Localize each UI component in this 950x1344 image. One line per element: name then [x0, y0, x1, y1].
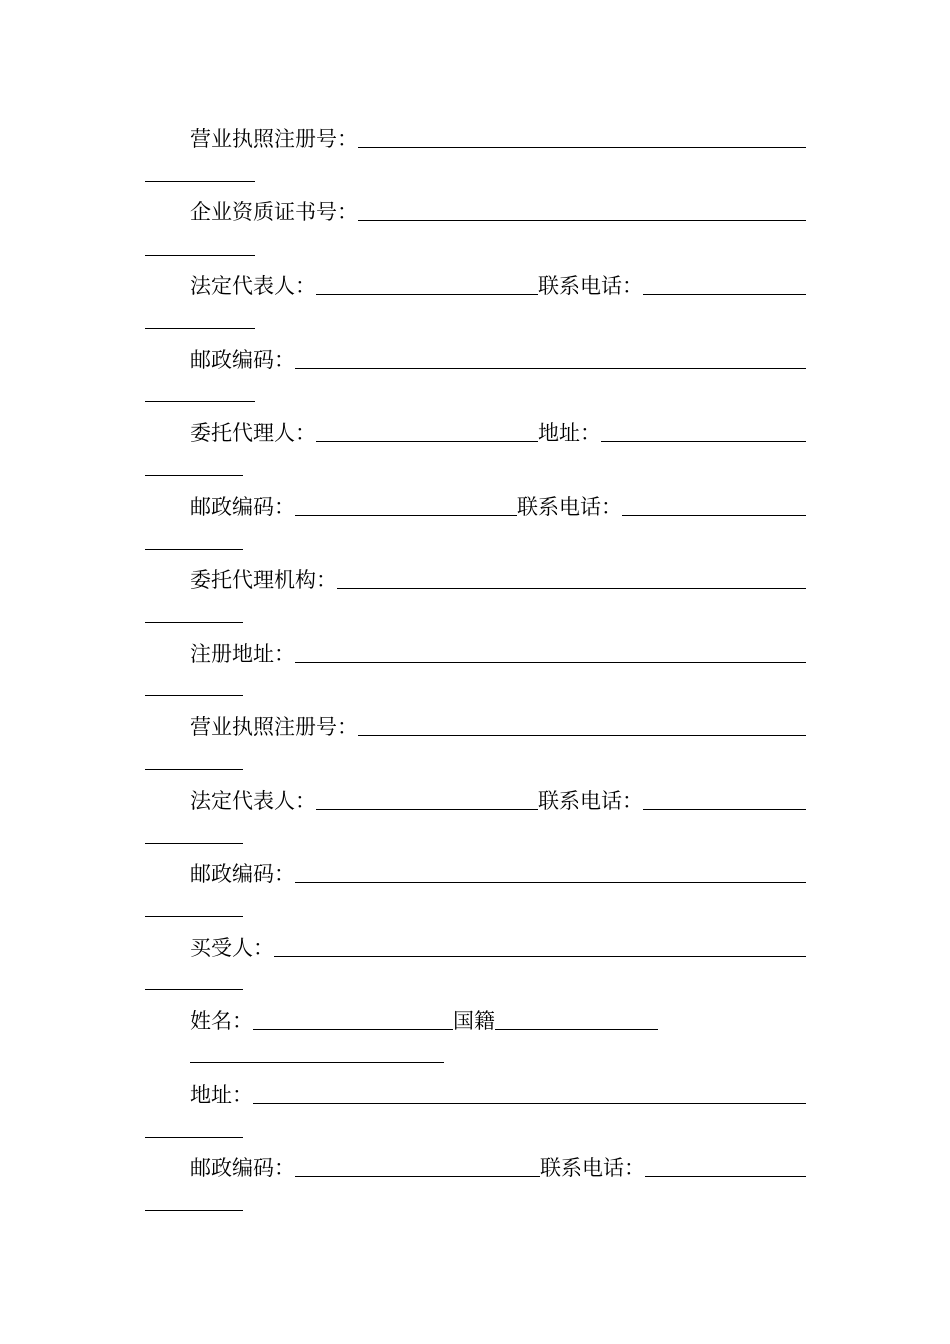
seller-business-license-row [190, 118, 806, 154]
qualification-cert-no-label: 企业资质证书号： [190, 200, 358, 224]
business-license-no-label: 营业执照注册号： [190, 127, 358, 151]
buyer-label: 买受人： [190, 936, 274, 960]
business-license-no-field-continuation[interactable] [145, 768, 243, 770]
agency-legal-rep-row [190, 780, 806, 816]
registered-address-field[interactable] [295, 640, 806, 663]
nationality-field[interactable] [495, 1007, 658, 1030]
postal-code-field[interactable] [295, 346, 806, 369]
address-label: 地址： [538, 421, 601, 445]
agency-business-license-row [190, 706, 806, 742]
phone-field-continuation[interactable] [145, 327, 255, 329]
legal-rep-label: 法定代表人： [190, 789, 316, 813]
phone-label: 联系电话： [538, 789, 643, 813]
business-license-no-field-continuation[interactable] [145, 180, 255, 182]
entrusted-agent-field[interactable] [316, 419, 538, 442]
legal-rep-field[interactable] [316, 787, 538, 810]
buyer-postal-phone-row [190, 1147, 806, 1183]
phone-field-continuation[interactable] [145, 842, 243, 844]
agency-field-continuation[interactable] [145, 621, 243, 623]
postal-code-field[interactable] [295, 493, 517, 516]
phone-label: 联系电话： [517, 495, 622, 519]
legal-rep-field[interactable] [316, 272, 538, 295]
business-license-no-field[interactable] [358, 125, 806, 148]
agency-postal-code-row [190, 853, 806, 889]
phone-field[interactable] [622, 493, 806, 516]
phone-label: 联系电话： [538, 274, 643, 298]
qualification-cert-row [190, 191, 806, 227]
address-field-continuation[interactable] [145, 474, 243, 476]
agent-postal-phone-row [190, 486, 806, 522]
business-license-no-label: 营业执照注册号： [190, 715, 358, 739]
seller-postal-code-row [190, 339, 806, 375]
registered-address-field-continuation[interactable] [145, 694, 243, 696]
postal-code-label: 邮政编码： [190, 862, 295, 886]
postal-code-label: 邮政编码： [190, 348, 295, 372]
postal-code-field[interactable] [295, 1154, 540, 1177]
nationality-label: 国籍 [453, 1009, 495, 1033]
registered-address-row [190, 633, 806, 669]
buyer-address-row [190, 1074, 806, 1110]
legal-rep-label: 法定代表人： [190, 274, 316, 298]
buyer-row [190, 927, 806, 963]
phone-field[interactable] [643, 272, 806, 295]
postal-code-label: 邮政编码： [190, 495, 295, 519]
phone-field[interactable] [645, 1154, 806, 1177]
phone-label: 联系电话： [540, 1156, 645, 1180]
address-field-continuation[interactable] [145, 1136, 243, 1138]
buyer-field[interactable] [274, 934, 806, 957]
agency-field[interactable] [337, 566, 806, 589]
business-license-no-field[interactable] [358, 713, 806, 736]
address-label: 地址： [190, 1083, 253, 1107]
qualification-cert-no-field-continuation[interactable] [145, 254, 255, 256]
phone-field-continuation[interactable] [145, 1209, 243, 1211]
phone-field[interactable] [643, 787, 806, 810]
address-field[interactable] [601, 419, 806, 442]
buyer-field-continuation[interactable] [145, 988, 243, 990]
agency-row [190, 559, 806, 595]
postal-code-field-continuation[interactable] [145, 400, 255, 402]
address-field[interactable] [253, 1081, 806, 1104]
postal-code-field-continuation[interactable] [145, 915, 243, 917]
postal-code-field[interactable] [295, 860, 806, 883]
phone-field-continuation[interactable] [145, 548, 243, 550]
registered-address-label: 注册地址： [190, 642, 295, 666]
name-label: 姓名： [190, 1009, 253, 1033]
seller-legal-rep-row [190, 265, 806, 301]
entrusted-agent-label: 委托代理人： [190, 421, 316, 445]
name-field[interactable] [253, 1007, 453, 1030]
nationality-field-continuation[interactable] [190, 1061, 444, 1063]
entrusted-agent-row [190, 412, 806, 448]
qualification-cert-no-field[interactable] [358, 198, 806, 221]
buyer-name-nationality-row [190, 1000, 658, 1036]
agency-label: 委托代理机构： [190, 568, 337, 592]
postal-code-label: 邮政编码： [190, 1156, 295, 1180]
